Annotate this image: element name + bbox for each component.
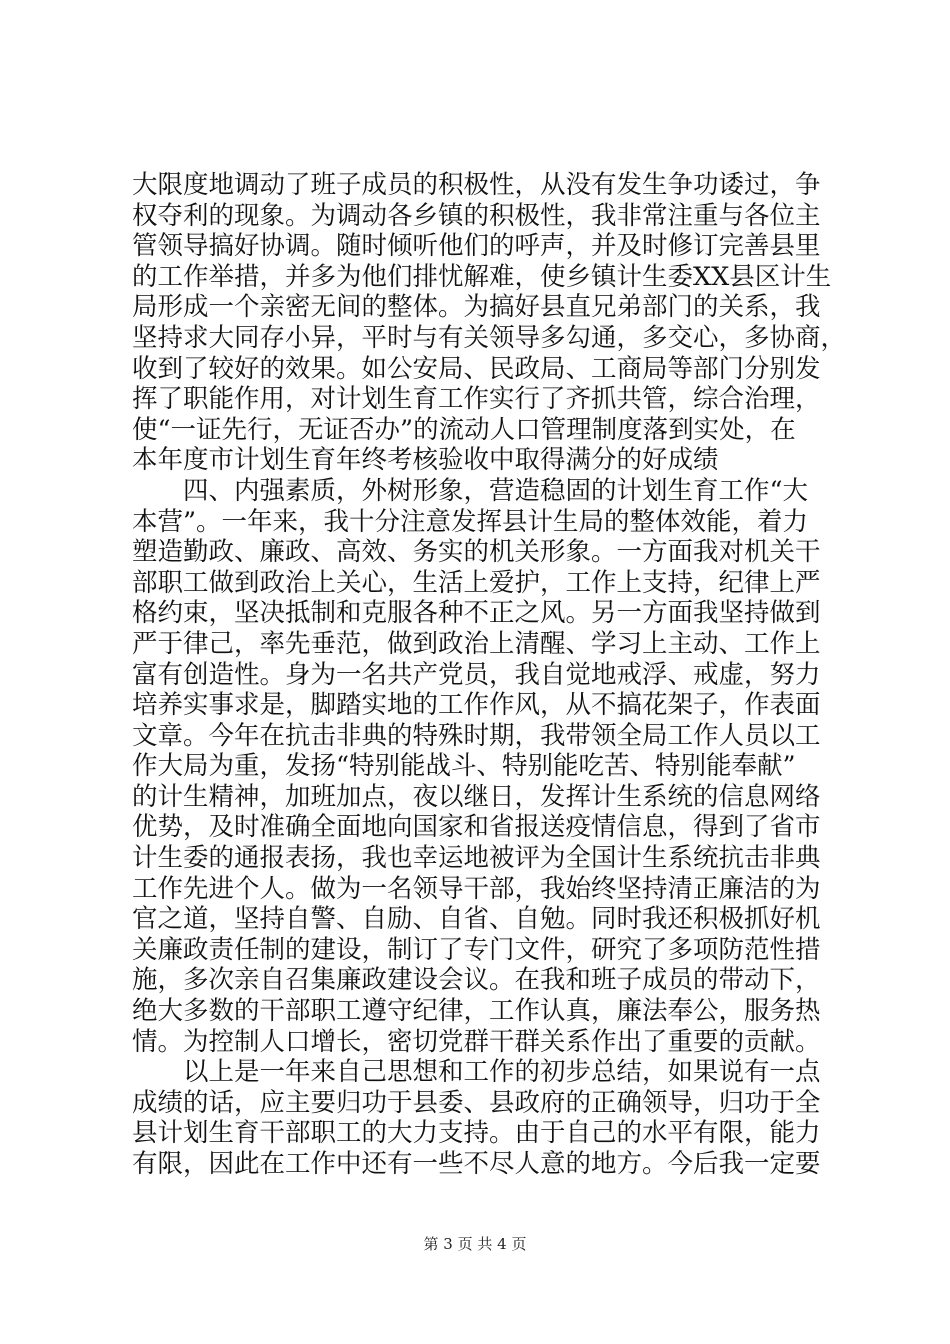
text-line: 施，多次亲自召集廉政建设会议。在我和班子成员的带动下， (132, 965, 821, 996)
text-line: 情。为控制人口增长，密切党群干群关系作出了重要的贡献。 (132, 1026, 821, 1057)
text-line: 权夺利的现象。为调动各乡镇的积极性，我非常注重与各位主 (132, 200, 821, 231)
text-line: 挥了职能作用，对计划生育工作实行了齐抓共管，综合治理， (132, 384, 821, 415)
text-line: 局形成一个亲密无间的整体。为搞好县直兄弟部门的关系，我 (132, 292, 821, 323)
text-line: 严于律己，率先垂范，做到政治上清醒、学习上主动、工作上 (132, 628, 821, 659)
text-line: 县计划生育干部职工的大力支持。由于自己的水平有限，能力 (132, 1118, 821, 1149)
page-footer: 第 3 页 共 4 页 (423, 1235, 527, 1253)
text-line: 工作先进个人。做为一名领导干部，我始终坚持清正廉洁的为 (132, 873, 821, 904)
text-line: 管领导搞好协调。随时倾听他们的呼声，并及时修订完善县里 (132, 231, 821, 262)
text-line: 的计生精神，加班加点，夜以继日，发挥计生系统的信息网络 (132, 781, 821, 812)
text-line: 作大局为重，发扬“特别能战斗、特别能吃苦、特别能奉献” (132, 751, 796, 782)
text-line: 收到了较好的效果。如公安局、民政局、工商局等部门分别发 (132, 353, 821, 384)
body-text (132, 170, 847, 1180)
text-line: 文章。今年在抗击非典的特殊时期，我带领全局工作人员以工 (132, 720, 821, 751)
text-line: 大限度地调动了班子成员的积极性，从没有发生争功诿过，争 (132, 170, 821, 200)
text-line: 官之道，坚持自警、自励、自省、自勉。同时我还积极抓好机 (132, 904, 821, 935)
text-line: 格约束，坚决抵制和克服各种不正之风。另一方面我坚持做到 (132, 598, 821, 629)
text-line: 的工作举措，并多为他们排忧解难，使乡镇计生委XX县区计生 (132, 261, 832, 292)
text-line: 以上是一年来自己思想和工作的初步总结，如果说有一点 (132, 1057, 821, 1088)
text-line: 优势，及时准确全面地向国家和省报送疫情信息，得到了省市 (132, 812, 821, 843)
text-line: 有限，因此在工作中还有一些不尽人意的地方。今后我一定要 (132, 1149, 821, 1179)
text-line: 塑造勤政、廉政、高效、务实的机关形象。一方面我对机关干 (132, 537, 821, 568)
text-line: 坚持求大同存小异，平时与有关领导多勾通，多交心，多协商， (132, 322, 847, 353)
text-line: 部职工做到政治上关心，生活上爱护，工作上支持，纪律上严 (132, 567, 821, 598)
text-line: 本年度市计划生育年终考核验收中取得满分的好成绩 (132, 445, 719, 476)
text-line: 本营”。一年来，我十分注意发挥县计生局的整体效能，着力 (132, 506, 809, 537)
text-line: 富有创造性。身为一名共产党员，我自觉地戒浮、戒虚，努力 (132, 659, 821, 690)
text-line: 成绩的话，应主要归功于县委、县政府的正确领导，归功于全 (132, 1087, 821, 1118)
text-line: 关廉政责任制的建设，制订了专门文件，研究了多项防范性措 (132, 934, 821, 965)
text-line: 四、内强素质，外树形象，营造稳固的计划生育工作“大 (132, 475, 809, 506)
text-line: 使“一证先行，无证否办”的流动人口管理制度落到实处，在 (132, 414, 796, 445)
text-line: 绝大多数的干部职工遵守纪律，工作认真，廉法奉公，服务热 (132, 996, 821, 1027)
text-line: 计生委的通报表扬，我也幸运地被评为全国计生系统抗击非典 (132, 843, 821, 874)
text-line: 培养实事求是，脚踏实地的工作作风，从不搞花架子，作表面 (132, 690, 821, 721)
